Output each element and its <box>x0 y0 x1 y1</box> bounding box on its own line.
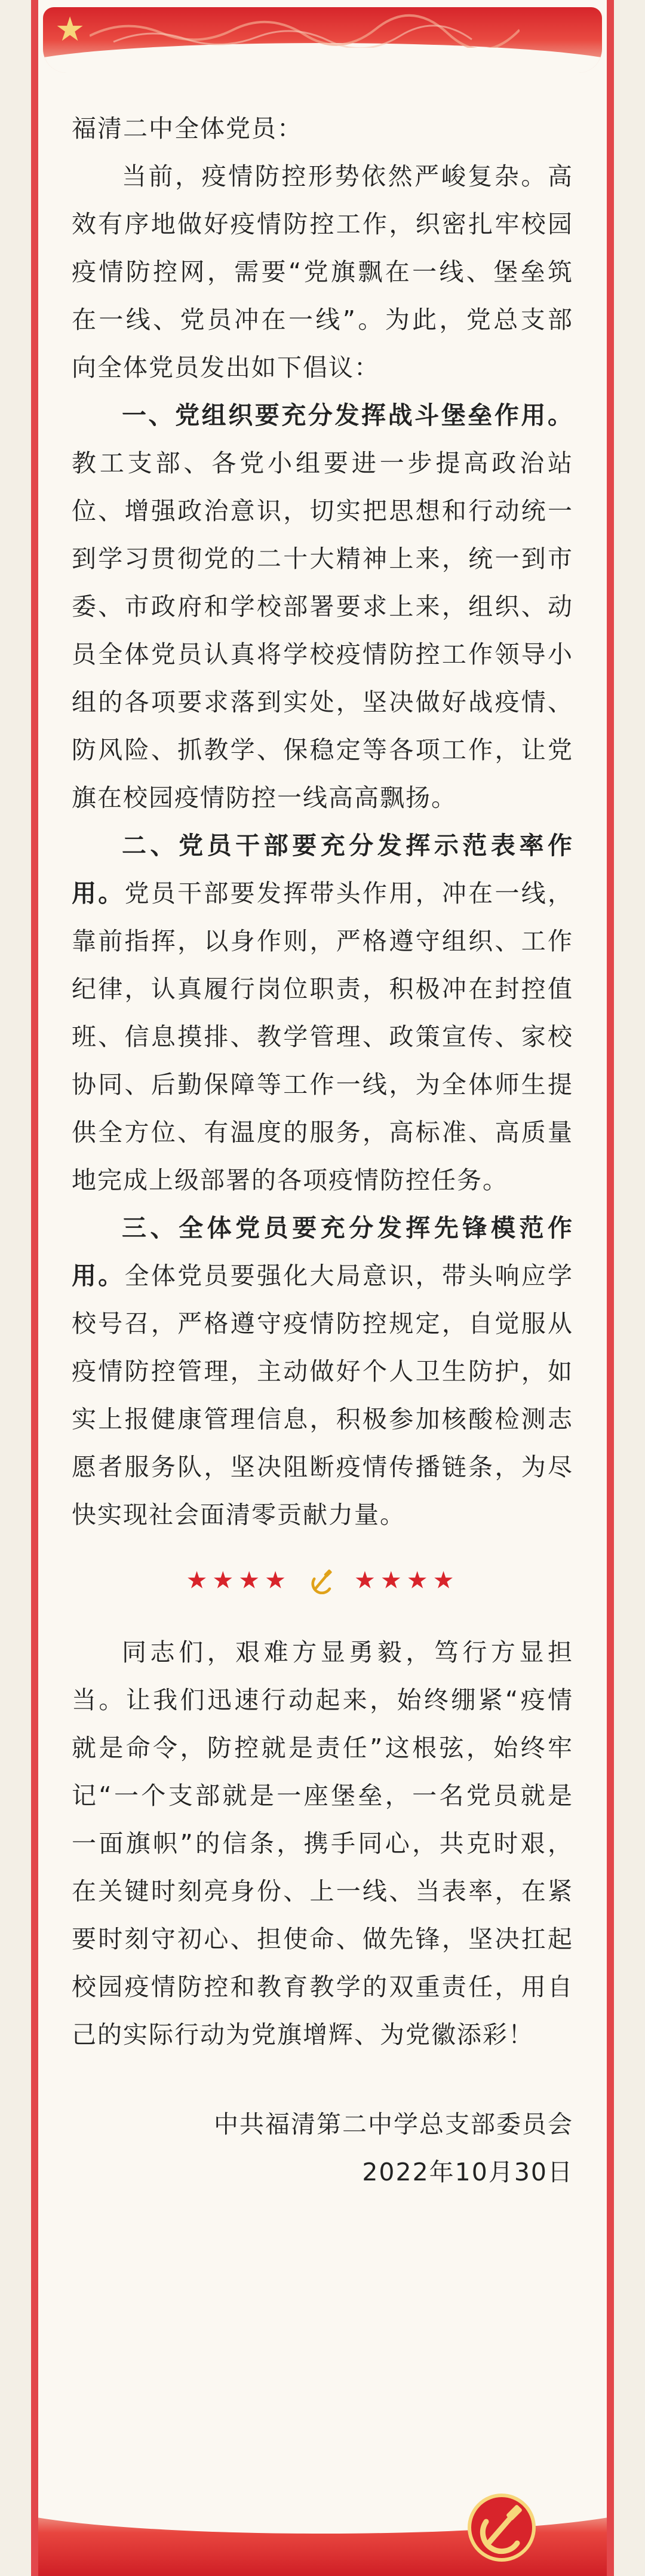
cloud-ornament-icon <box>90 12 520 48</box>
hammer-sickle-icon <box>309 1567 336 1594</box>
closing-paragraph: 同志们，艰难方显勇毅，笃行方显担当。让我们迅速行动起来，始终绷紧“疫情就是命令，防控就是责任”这根弦，始终牢记“一个支部就是一座堡垒，一名党员就是一面旗帜”的信条，携手同心，共克时艰，在关键时刻亮身份、上一线、当表率，在紧要时刻守初心、担使命、做先锋，坚决扛起校园疫情防控和教育教学的双重责任，用自己的实际行动为党旗增辉、为党徽添彩！ <box>72 1638 573 2049</box>
star-emblem-icon: ★ <box>55 10 85 49</box>
star-divider <box>72 1557 573 1604</box>
section-3 <box>72 1204 573 1539</box>
signature-block <box>72 2100 573 2196</box>
intro-paragraph: 当前，疫情防控形势依然严峻复杂。高效有序地做好疫情防控工作，织密扎牢校园疫情防控网，需要“党旗飘在一线、堡垒筑在一线、党员冲在一线”。为此，党总支部向全体党员发出如下倡议： <box>72 162 573 382</box>
signature-date: 2022年10月30日 <box>362 2158 573 2186</box>
section-body: 教工支部、各党小组要进一步提高政治站位、增强政治意识，切实把思想和行动统一到学习贯彻党的二十大精神上来，统一到市委、市政府和学校部署要求上来，组织、动员全体党员认真将学校疫情防控工作领导小组的各项要求落到实处，坚决做好战疫情、防风险、抓教学、保稳定等各项工作，让党旗在校园疫情防控一线高高飘扬。 <box>72 449 573 812</box>
section-heading: 一、党组织要充分发挥战斗堡垒作用。 <box>122 401 573 430</box>
section-heading: 二、党员干部要充分发挥示范表率作用。 <box>72 831 573 908</box>
section-body: 全体党员要强化大局意识，带头响应学校号召，严格遵守疫情防控规定，自觉服从疫情防控管理，主动做好个人卫生防护，如实上报健康管理信息，积极参加核酸检测志愿者服务队，坚决阻断疫情传播链条，为尽快实现社会面清零贡献力量。 <box>72 1261 574 1529</box>
letter-content <box>72 105 573 2196</box>
salutation: 福清二中全体党员： <box>72 114 303 143</box>
signature-org: 中共福清第二中学总支部委员会 <box>214 2110 573 2139</box>
section-2 <box>72 822 573 1204</box>
left-stars: ★★★★ <box>186 1567 291 1594</box>
section-heading: 三、全体党员要充分发挥先锋模范作用。 <box>72 1214 573 1290</box>
section-body: 党员干部要发挥带头作用，冲在一线，靠前指挥，以身作则，严格遵守组织、工作纪律，认真履行岗位职责，积极冲在封控值班、信息摸排、教学管理、政策宣传、家校协同、后勤保障等工作一线，为全体师生提供全方位、有温度的服务，高标准、高质量地完成上级部署的各项疫情防控任务。 <box>72 879 574 1194</box>
right-stars: ★★★★ <box>354 1567 459 1594</box>
party-emblem-icon <box>466 2492 538 2563</box>
section-1 <box>72 391 573 822</box>
